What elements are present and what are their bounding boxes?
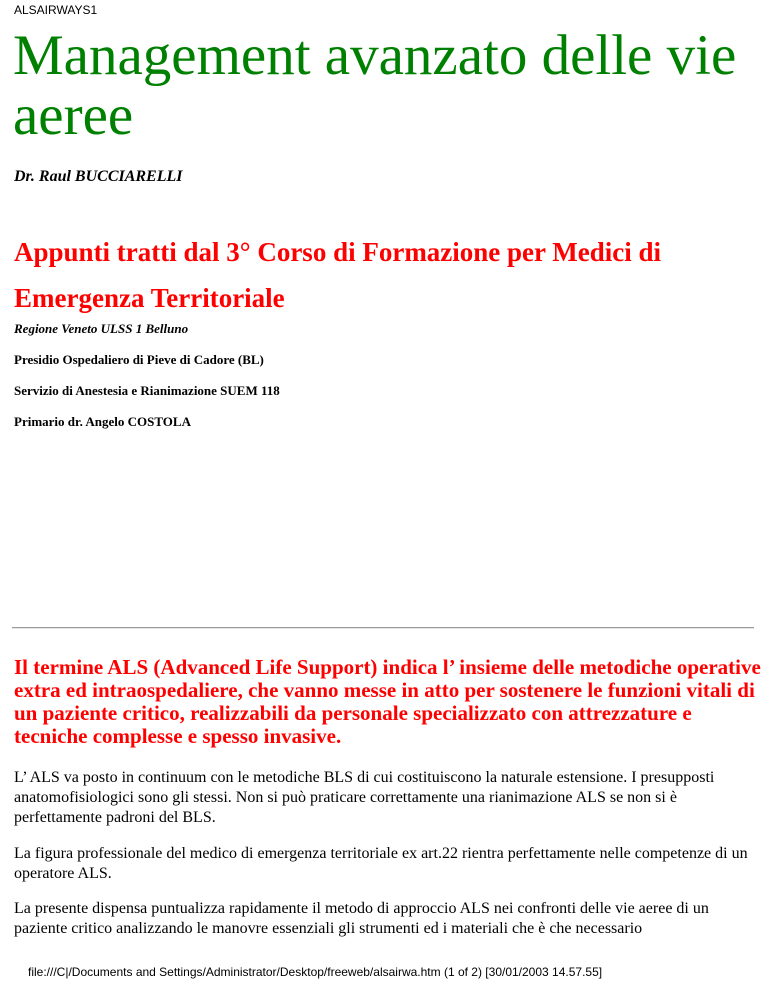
horizontal-rule [12, 627, 754, 629]
body-paragraph-3: La presente dispensa puntualizza rapidamente il metodo di approccio ALS nei confronti delle vie aeree di un paziente critico analizzando le manovre essenziali gli strumenti ed i materiali che è che necessario [14, 900, 709, 937]
file-path-footer: file:///C|/Documents and Settings/Administrator/Desktop/freeweb/alsairwa.htm (1 of 2) [30/01/2003 14.57.55] [28, 965, 603, 979]
info-region: Regione Veneto ULSS 1 Belluno [14, 321, 189, 336]
page-title: Management avanzato delle vie aeree [13, 24, 737, 147]
info-hospital: Presidio Ospedaliero di Pieve di Cadore (BL) [14, 352, 264, 367]
page-header-id: ALSAIRWAYS1 [14, 3, 98, 17]
author: Dr. Raul BUCCIARELLI [14, 168, 183, 185]
info-primario: Primario dr. Angelo COSTOLA [14, 414, 191, 429]
info-service: Servizio di Anestesia e Rianimazione SUEM 118 [14, 383, 280, 398]
body-paragraph-2: La figura professionale del medico di emergenza territoriale ex art.22 rientra perfettamente nelle competenze di un operatore ALS. [14, 845, 748, 882]
course-subtitle: Appunti tratti dal 3° Corso di Formazione per Medici di Emergenza Territoriale [14, 237, 662, 313]
body-paragraph-1: L’ ALS va posto in continuum con le metodiche BLS di cui costituiscono la naturale estensione. I presupposti anatomofisiologici sono gli stessi. Non si può praticare correttamente una rianimazione ALS se non si è perfettamente padroni del BLS. [14, 769, 715, 826]
lead-paragraph: Il termine ALS (Advanced Life Support) indica l’ insieme delle metodiche operative extra ed intraospedaliere, che vanno messe in atto per sostenere le funzioni vitali di un paziente critico, realizzabili da personale specializzato con attrezzature e tecniche complesse e spesso invasive. [14, 655, 761, 748]
